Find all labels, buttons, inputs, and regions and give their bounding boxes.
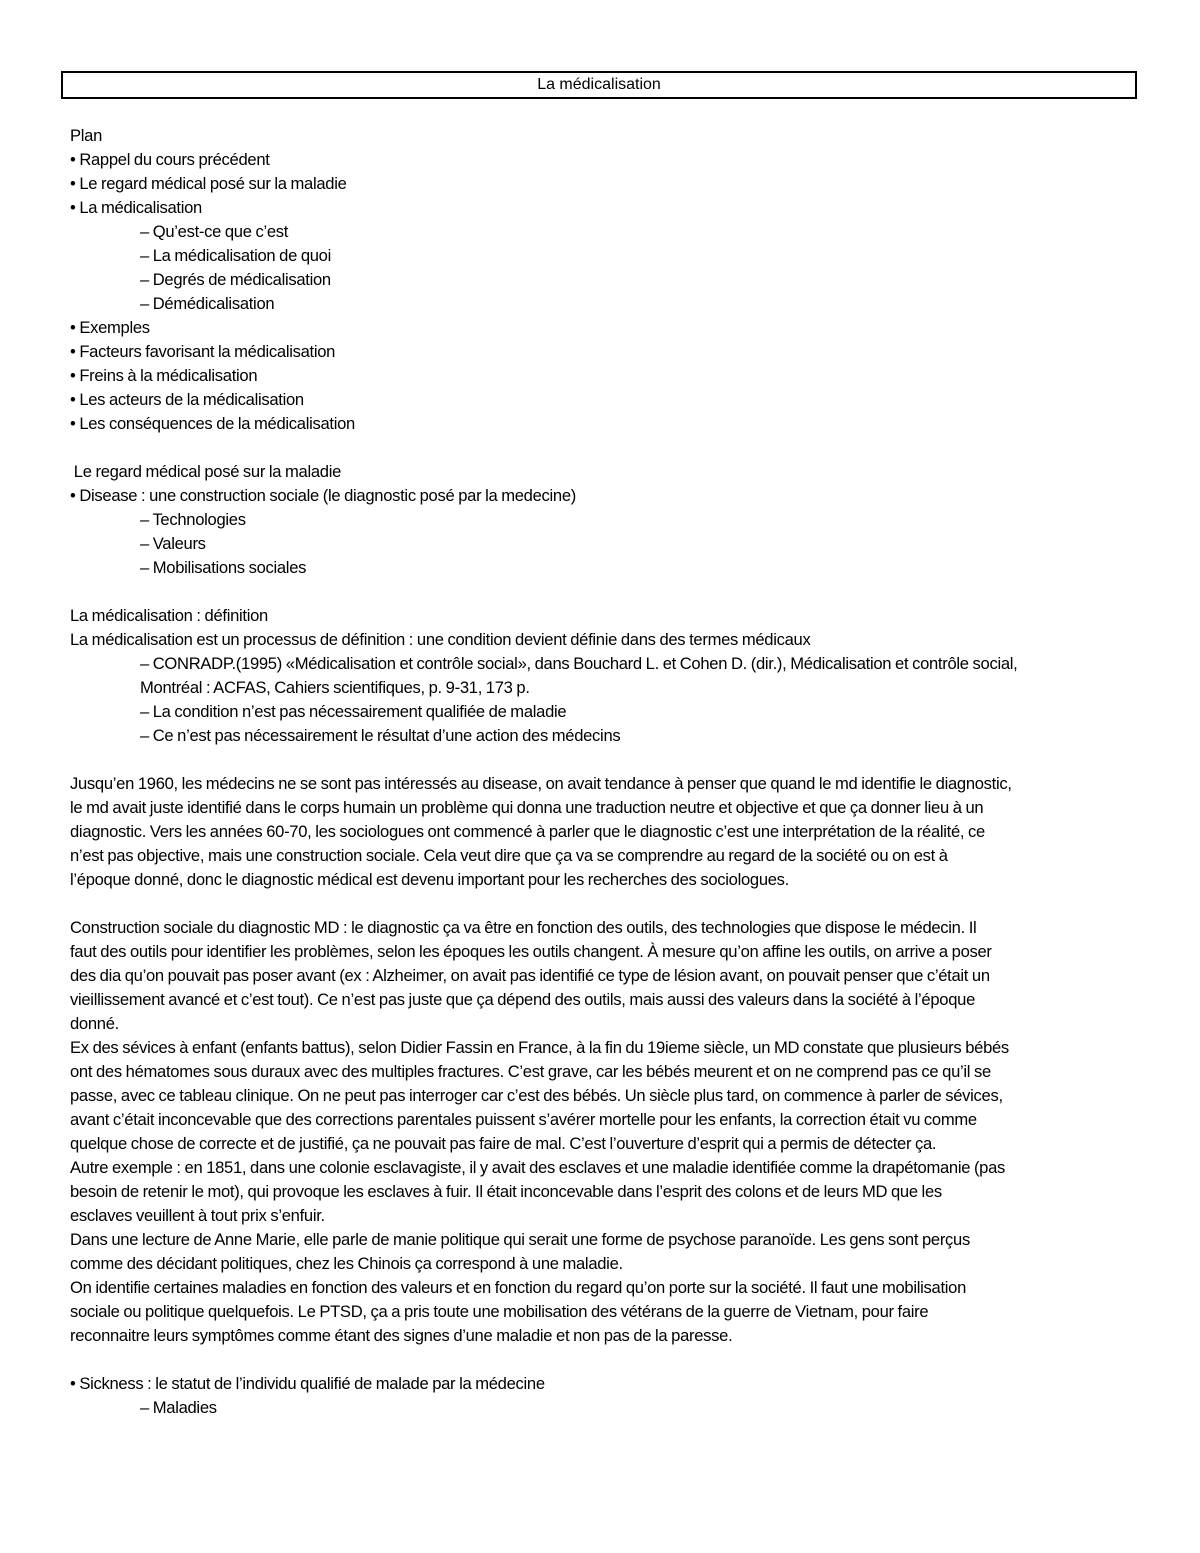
plan-subitem: – Degrés de médicalisation bbox=[140, 270, 331, 289]
paragraph-line: sociale ou politique quelquefois. Le PTSD, ça a pris toute une mobilisation des vétérans de la guerre de Vietnam, pour faire bbox=[70, 1302, 929, 1321]
paragraph-line: le md avait juste identifié dans le corps humain un problème qui donna une traduction neutre et objective et que ça donner lieu à un bbox=[70, 798, 984, 817]
document-title-box bbox=[61, 71, 1137, 99]
plan-item: • Les acteurs de la médicalisation bbox=[70, 390, 304, 409]
paragraph-line: besoin de retenir le mot), qui provoque les esclaves à fuir. Il était inconcevable dans l’esprit des colons et de leurs MD que les bbox=[70, 1182, 942, 1201]
plan-item: • Le regard médical posé sur la maladie bbox=[70, 174, 347, 193]
definition-subitem: – Ce n’est pas nécessairement le résultat d’une action des médecins bbox=[140, 726, 621, 745]
regard-heading: Le regard médical posé sur la maladie bbox=[70, 462, 342, 481]
document-title: La médicalisation bbox=[537, 76, 661, 93]
plan-subitem: – La médicalisation de quoi bbox=[140, 246, 332, 265]
paragraph-line: Jusqu’en 1960, les médecins ne se sont pas intéressés au disease, on avait tendance à penser que quand le md identifie le diagnostic, bbox=[70, 774, 1012, 793]
paragraph-line: Autre exemple : en 1851, dans une colonie esclavagiste, il y avait des esclaves et une maladie identifiée comme la drapétomanie (pas bbox=[70, 1158, 1006, 1177]
plan-item: • Freins à la médicalisation bbox=[70, 366, 258, 385]
disease-item: • Disease : une construction sociale (le diagnostic posé par la medecine) bbox=[70, 486, 577, 505]
plan-item: • Facteurs favorisant la médicalisation bbox=[70, 342, 336, 361]
paragraph-line: avant c’était inconcevable que des corrections parentales puissent s’avérer mortelle pour les enfants, la correction était vu comme bbox=[70, 1110, 977, 1129]
paragraph-line: n’est pas objective, mais une construction sociale. Cela veut dire que ça va se comprendre au regard de la société ou on est à bbox=[70, 846, 948, 865]
blank-line bbox=[70, 748, 1136, 772]
paragraph-line: l’époque donné, donc le diagnostic médical est devenu important pour les recherches des sociologues. bbox=[70, 870, 789, 889]
disease-subitem: – Mobilisations sociales bbox=[140, 558, 307, 577]
paragraph-line: On identifie certaines maladies en fonction des valeurs et en fonction du regard qu’on porte sur la société. Il faut une mobilisation bbox=[70, 1278, 967, 1297]
definition-subitem: – La condition n’est pas nécessairement qualifiée de maladie bbox=[140, 702, 567, 721]
blank-line bbox=[70, 1348, 1136, 1372]
paragraph-line: Ex des sévices à enfant (enfants battus), selon Didier Fassin en France, à la fin du 19ieme siècle, un MD constate que plusieurs bébés bbox=[70, 1038, 1009, 1057]
paragraph-line: esclaves veuillent à tout prix s’enfuir. bbox=[70, 1206, 325, 1225]
blank-line bbox=[70, 436, 1136, 460]
plan-subitem: – Qu’est-ce que c’est bbox=[140, 222, 289, 241]
paragraph-line: faut des outils pour identifier les problèmes, selon les époques les outils changent. À mesure qu’on affine les outils, on arrive a poser bbox=[70, 942, 992, 961]
disease-subitem: – Valeurs bbox=[140, 534, 206, 553]
plan-item: • Rappel du cours précédent bbox=[70, 150, 270, 169]
paragraph-line: reconnaitre leurs symptômes comme étant des signes d’une maladie et non pas de la paresse. bbox=[70, 1326, 733, 1345]
blank-line bbox=[70, 580, 1136, 604]
paragraph-line: donné. bbox=[70, 1014, 119, 1033]
paragraph-line: diagnostic. Vers les années 60-70, les sociologues ont commencé à parler que le diagnostic c’est une interprétation de la réalité, ce bbox=[70, 822, 985, 841]
plan-heading: Plan bbox=[70, 126, 103, 145]
plan-item: • Exemples bbox=[70, 318, 150, 337]
plan-item: • Les conséquences de la médicalisation bbox=[70, 414, 355, 433]
paragraph-line: vieillissement avancé et c’est tout). Ce n’est pas juste que ça dépend des outils, mais aussi des valeurs dans la société à l’époque bbox=[70, 990, 976, 1009]
paragraph-line: Construction sociale du diagnostic MD : le diagnostic ça va être en fonction des outils, des technologies que dispose le médecin. Il bbox=[70, 918, 977, 937]
paragraph-line: quelque chose de correcte et de justifié, ça ne pouvait pas faire de mal. C’est l’ouverture d’esprit qui a permis de détecter ça. bbox=[70, 1134, 937, 1153]
definition-lead: La médicalisation est un processus de définition : une condition devient définie dans des termes médicaux bbox=[70, 630, 811, 649]
disease-subitem: – Technologies bbox=[140, 510, 246, 529]
plan-subitem: – Démédicalisation bbox=[140, 294, 275, 313]
paragraph-line: Dans une lecture de Anne Marie, elle parle de manie politique qui serait une forme de psychose paranoïde. Les gens sont perçus bbox=[70, 1230, 970, 1249]
definition-heading: La médicalisation : définition bbox=[70, 606, 268, 625]
paragraph-line: ont des hématomes sous duraux avec des multiples fractures. C’est grave, car les bébés meurent et on ne comprend pas ce qu’il se bbox=[70, 1062, 991, 1081]
document-body bbox=[70, 124, 1136, 1420]
paragraph-line: passe, avec ce tableau clinique. On ne peut pas interroger car c’est des bébés. Un siècle plus tard, on commence à parler de sévices, bbox=[70, 1086, 1003, 1105]
paragraph-construction-sociale bbox=[70, 916, 1136, 1348]
sickness-item: • Sickness : le statut de l’individu qualifié de malade par la médecine bbox=[70, 1374, 545, 1393]
paragraph-line: des dia qu’on pouvait pas poser avant (ex : Alzheimer, on avait pas identifié ce type de lésion avant, on pouvait penser que c’était un bbox=[70, 966, 990, 985]
paragraph-line: comme des décidant politiques, chez les Chinois ça correspond à une maladie. bbox=[70, 1254, 623, 1273]
plan-item: • La médicalisation bbox=[70, 198, 202, 217]
sickness-subitem: – Maladies bbox=[140, 1398, 217, 1417]
definition-reference-cont: Montréal : ACFAS, Cahiers scientifiques, p. 9-31, 173 p. bbox=[140, 678, 530, 697]
blank-line bbox=[70, 892, 1136, 916]
definition-reference: – CONRADP.(1995) «Médicalisation et contrôle social», dans Bouchard L. et Cohen D. (dir.), Médicalisation et contrôle social, bbox=[140, 654, 1018, 673]
paragraph-history bbox=[70, 772, 1136, 892]
